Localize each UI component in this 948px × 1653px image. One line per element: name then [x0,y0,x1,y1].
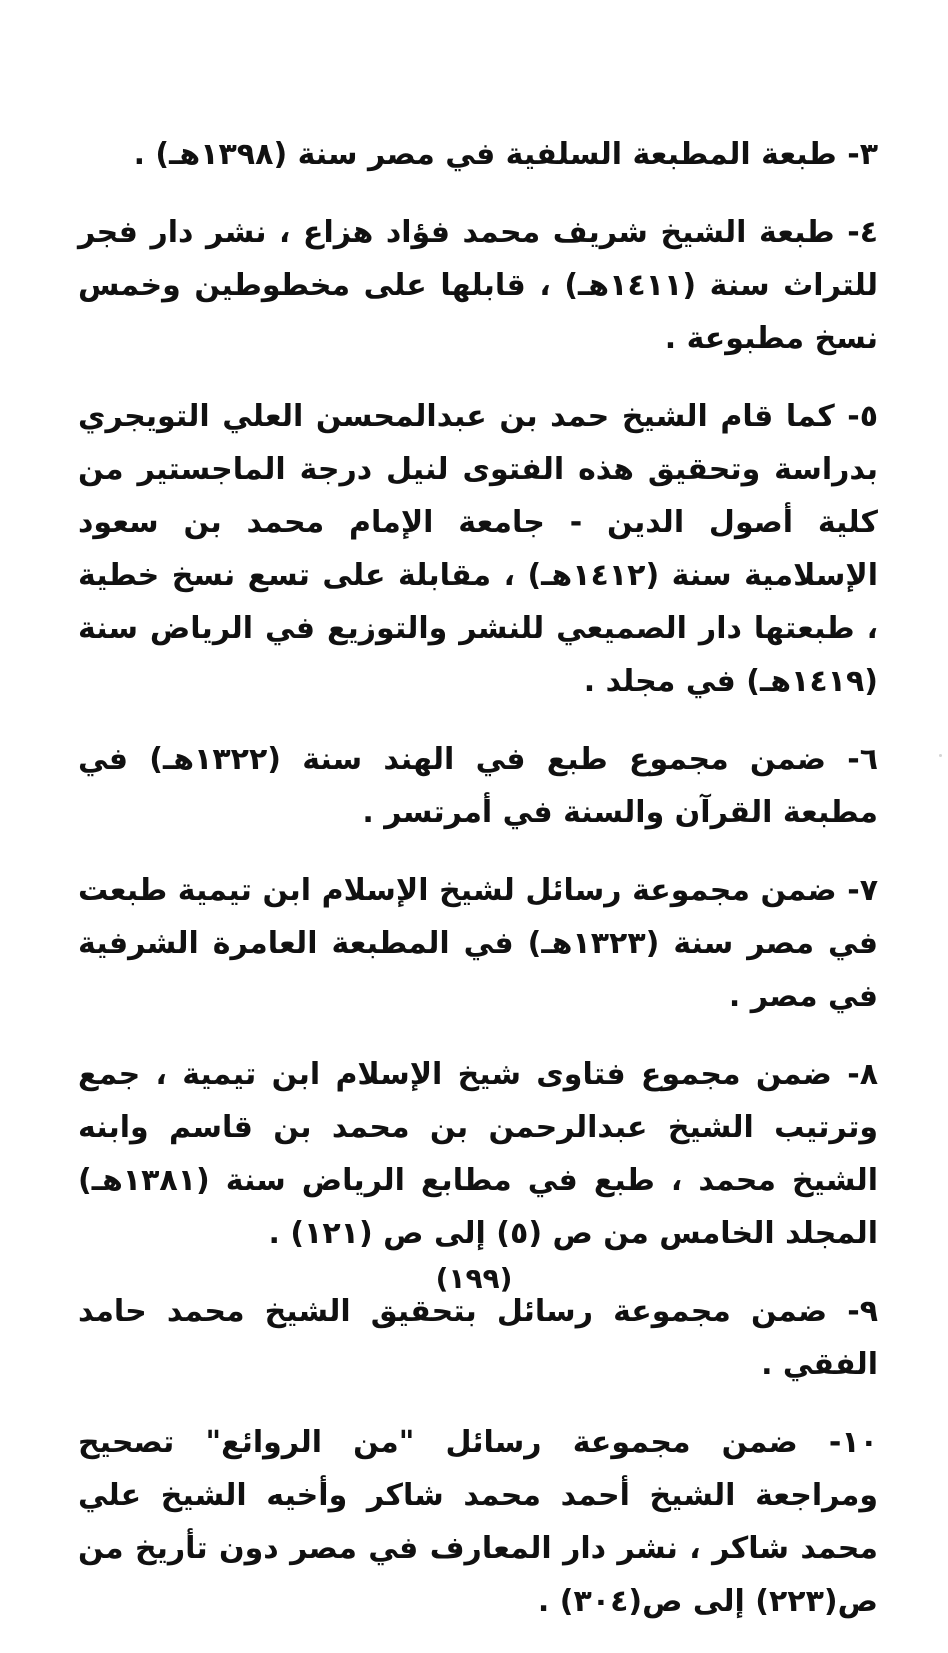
list-item-3: ٣- طبعة المطبعة السلفية في مصر سنة (١٣٩٨هـ) . [133,137,878,172]
list-item-10: ١٠- ضمن مجموعة رسائل "من الروائع" تصحيح ومراجعة الشيخ أحمد محمد شاكر وأخيه الشيخ علي محمد شاكر ، نشر دار المعارف في مصر دون تأريخ من ص(٢٢٣) إلى ص(٣٠٤) . [78,1425,878,1619]
margin-speck [939,754,942,757]
list-item-6: ٦- ضمن مجموع طبع في الهند سنة (١٣٢٢هـ) في مطبعة القرآن والسنة في أمرتسر . [78,742,878,830]
list-item-9: ٩- ضمن مجموعة رسائل بتحقيق الشيخ محمد حامد الفقي . [78,1294,878,1382]
list-item-7: ٧- ضمن مجموعة رسائل لشيخ الإسلام ابن تيمية طبعت في مصر سنة (١٣٢٣هـ) في المطبعة العامرة الشرفية في مصر . [78,873,879,1014]
list-item-4: ٤- طبعة الشيخ شريف محمد فؤاد هزاع ، نشر دار فجر للتراث سنة (١٤١١هـ) ، قابلها على مخطوطين وخمس نسخ مطبوعة . [78,215,878,356]
page-number: (١٩٩) [435,1262,513,1295]
list-item-8: ٨- ضمن مجموع فتاوى شيخ الإسلام ابن تيمية ، جمع وترتيب الشيخ عبدالرحمن بن محمد بن قاسم وابنه الشيخ محمد ، طبع في مطابع الرياض سنة (١٣٨١هـ) المجلد الخامس من ص (٥) إلى ص (١٢١) . [78,1057,878,1251]
list-item-5: ٥- كما قام الشيخ حمد بن عبدالمحسن العلي التويجري بدراسة وتحقيق هذه الفتوى لنيل درجة الماجستير من كلية أصول الدين - جامعة الإمام محمد بن سعود الإسلامية سنة (١٤١٢هـ) ، مقابلة على تسع نسخ خطية ، طبعتها دار الصميعي للنشر والتوزيع في الرياض سنة (١٤١٩هـ) في مجلد . [78,399,878,699]
page-body [78,128,878,1653]
